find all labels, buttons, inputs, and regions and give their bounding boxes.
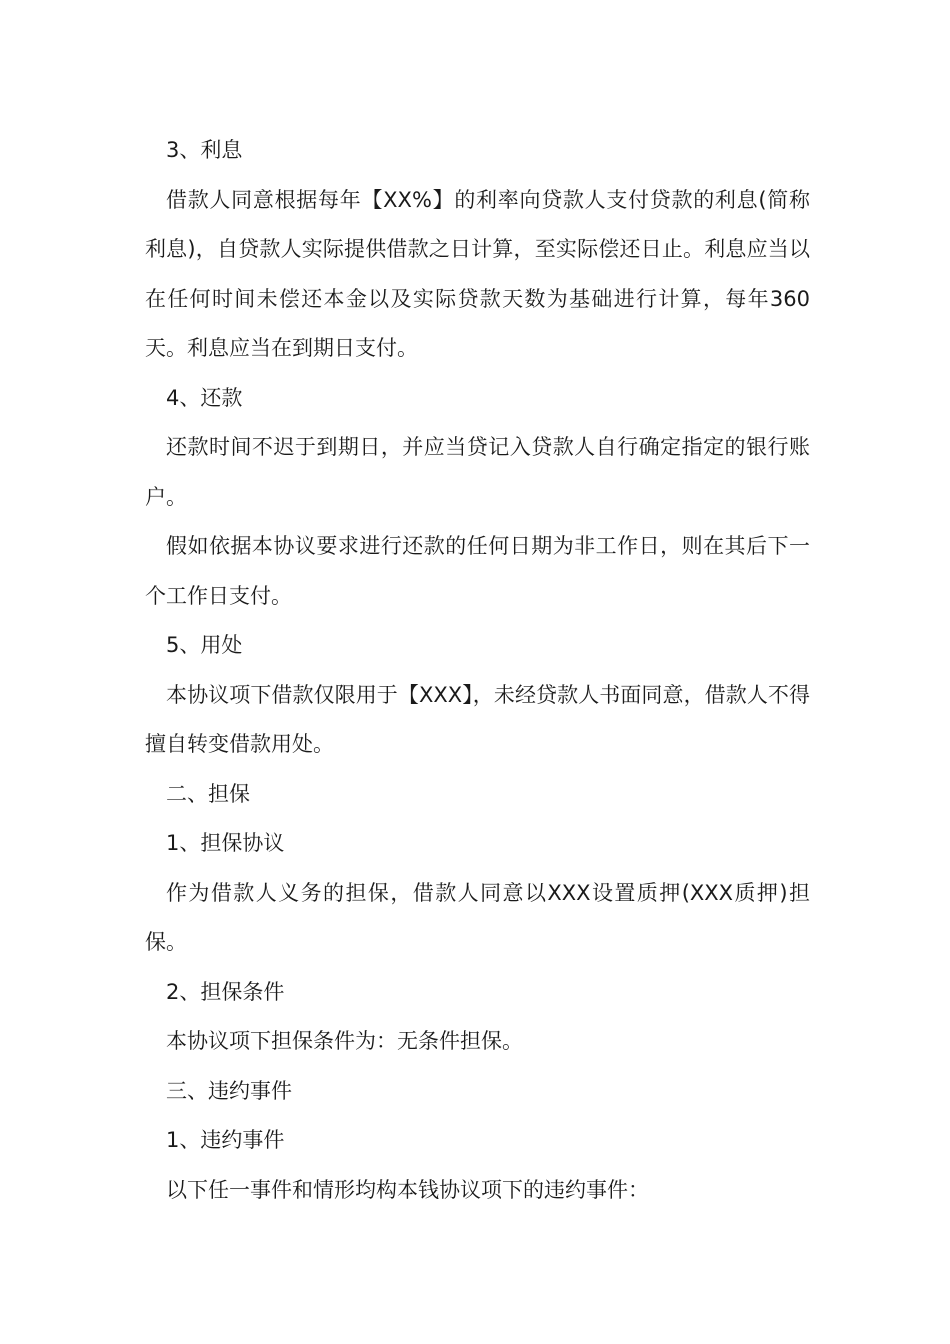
paragraph-guarantee-conditions: 本协议项下担保条件为：无条件担保。 (166, 1029, 523, 1053)
paragraph-default-events-intro: 以下任一事件和情形均构本钱协议项下的违约事件： (166, 1177, 649, 1202)
section-heading-interest: 3、利息 (166, 138, 243, 162)
section-heading-guarantee-conditions: 2、担保条件 (166, 979, 285, 1004)
paragraph-loan-purpose: 本协议项下借款仅限用于【XXX】，未经贷款人书面同意，借款人不得擅自转变借款用处。 (145, 682, 810, 756)
section-heading-default-events: 1、违约事件 (166, 1128, 285, 1152)
paragraph-interest-terms: 借款人同意根据每年【XX%】的利率向贷款人支付贷款的利息(简称利息)，自贷款人实际提供借款之日计算，至实际偿还日止。利息应当以在任何时间未偿还本金以及实际贷款天数为基础进行计算，每年360天。利息应当在到期日支付。 (145, 187, 810, 360)
section-heading-purpose: 5、用处 (166, 633, 243, 657)
paragraph-non-business-day: 假如依据本协议要求进行还款的任何日期为非工作日，则在其后下一个工作日支付。 (145, 534, 810, 608)
section-heading-repayment: 4、还款 (166, 385, 243, 410)
section-heading-guarantee-agreement: 1、担保协议 (166, 831, 285, 855)
chapter-heading-default-events: 三、违约事件 (166, 1078, 292, 1103)
paragraph-guarantee-pledge: 作为借款人义务的担保，借款人同意以XXX设置质押(XXX质押)担保。 (145, 880, 810, 954)
chapter-heading-guarantee: 二、担保 (166, 781, 250, 806)
paragraph-repayment-deadline: 还款时间不迟于到期日，并应当贷记入贷款人自行确定指定的银行账户。 (145, 435, 810, 509)
document-body (145, 126, 810, 1215)
